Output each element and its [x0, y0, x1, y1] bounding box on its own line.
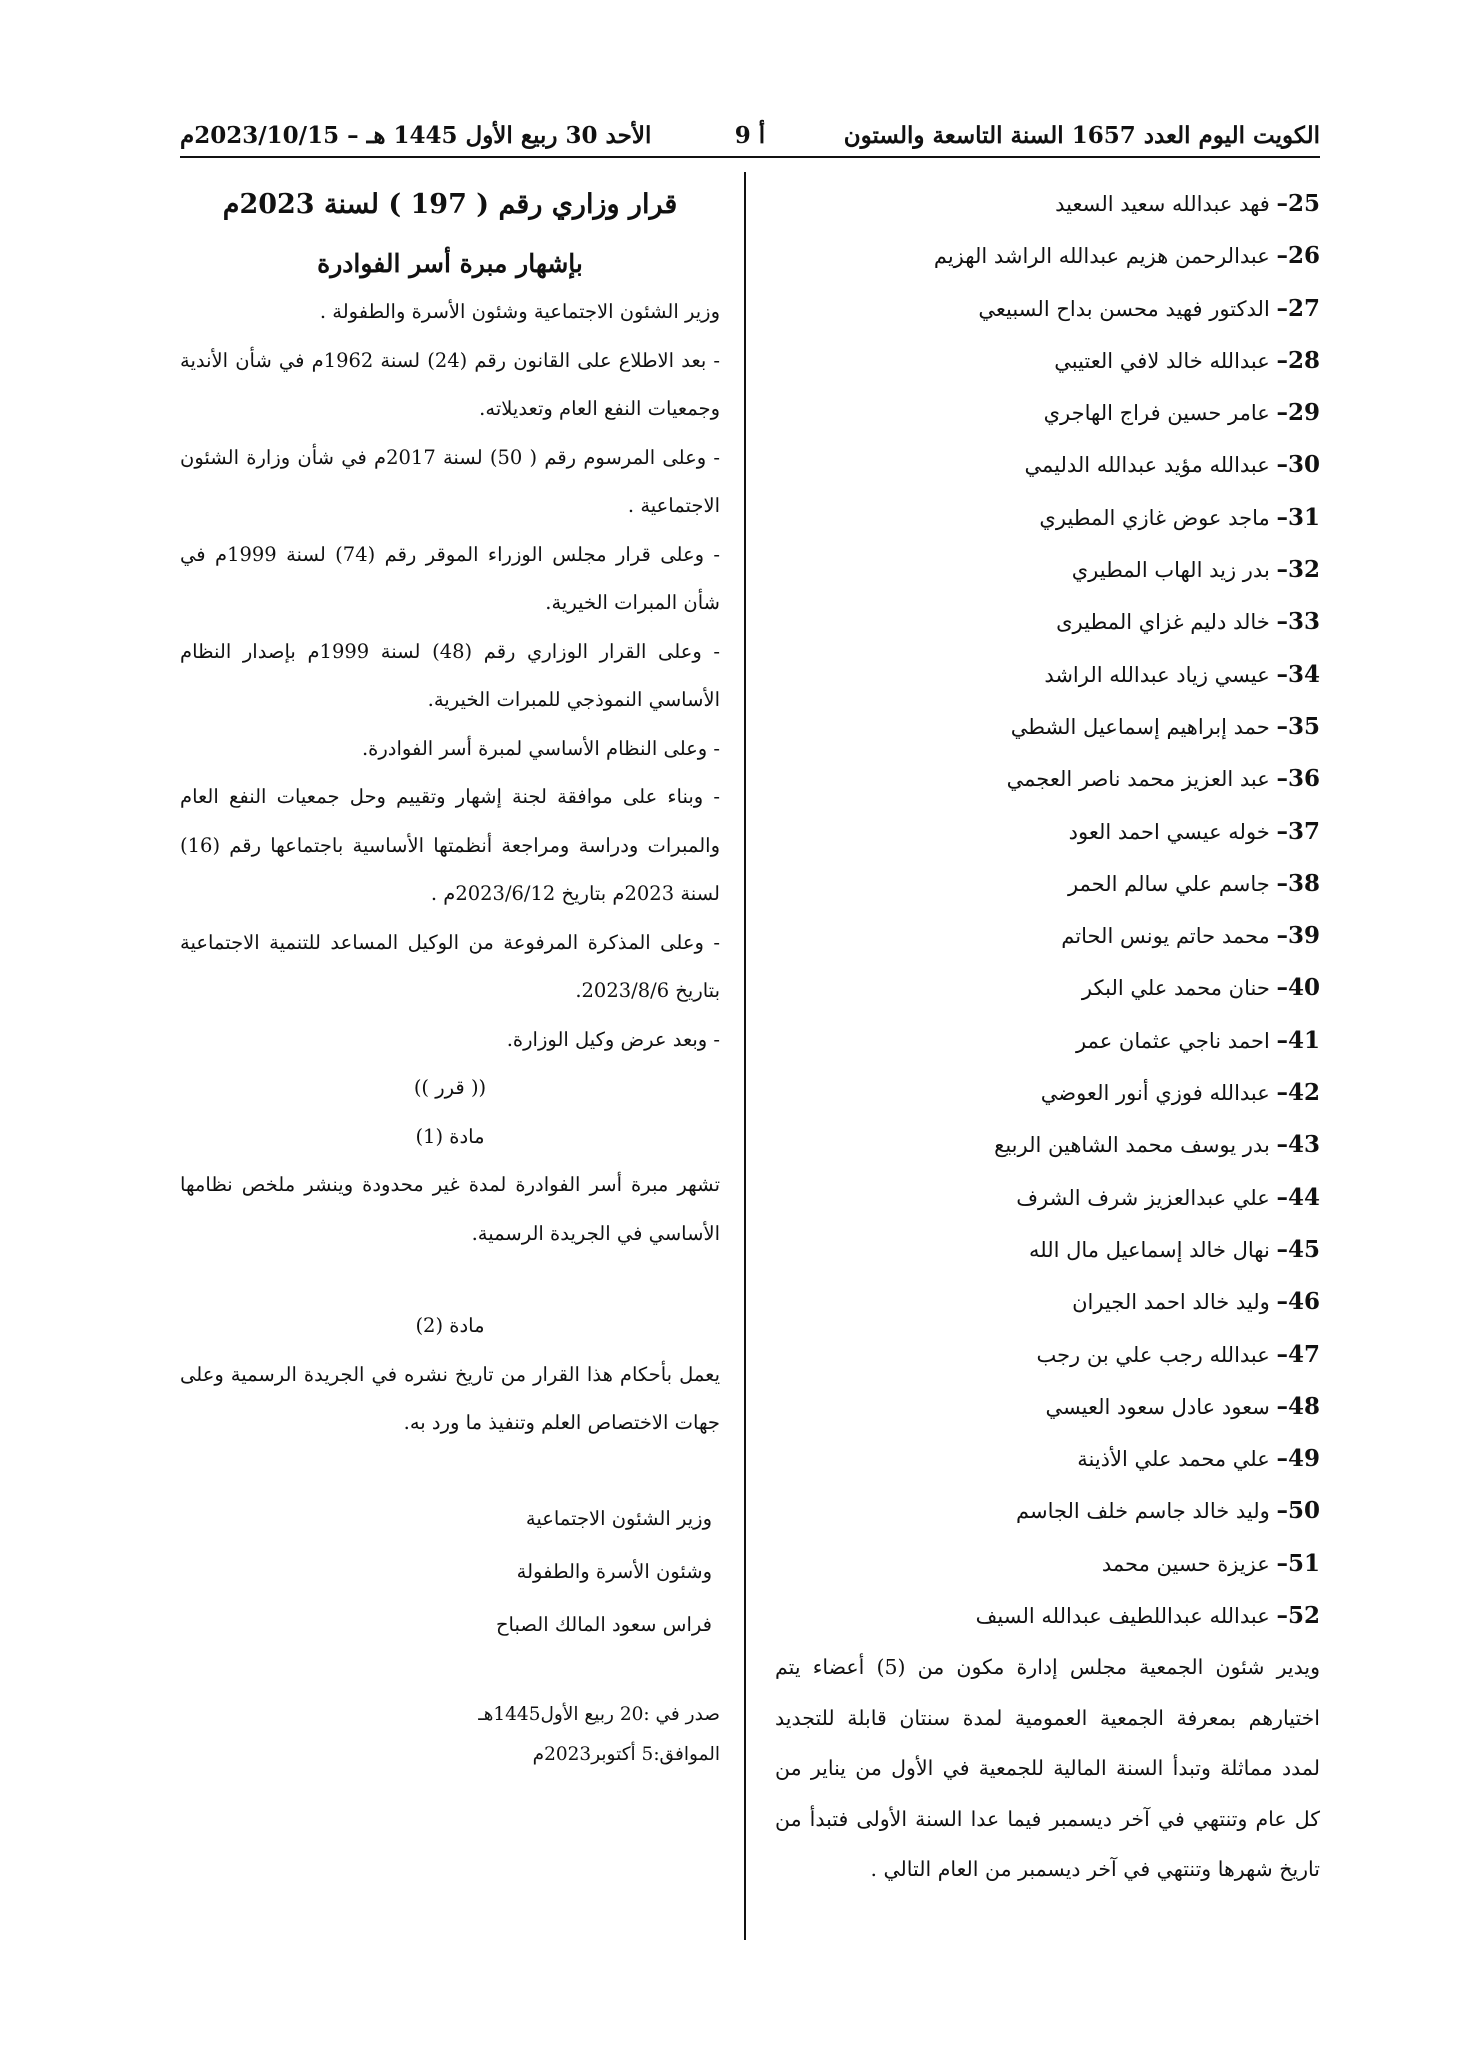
member-name: عبدالله مؤيد عبدالله الدليمي — [1024, 453, 1270, 478]
clause: - وبناء على موافقة لجنة إشهار وتقييم وحل جمعيات النفع العام والمبرات ودراسة ومراجعة أنظمتها الأساسية باجتماعها رقم (16) لسنة 2023م بتاريخ 2023/6/12م . — [180, 785, 720, 905]
member-item — [775, 962, 1320, 1014]
article-2-text: يعمل بأحكام هذا القرار من تاريخ نشره في الجريدة الرسمية وعلى جهات الاختصاص العلم وتنفيذ ما ورد به. — [180, 1362, 720, 1434]
page-number: أ 9 — [734, 122, 766, 149]
member-item — [775, 1485, 1320, 1537]
member-name: عبدالله خالد لافي العتيبي — [1054, 348, 1270, 373]
member-number: 26– — [1276, 242, 1320, 270]
member-item — [775, 1590, 1320, 1642]
member-name: عبدالله فوزي أنور العوضي — [1040, 1081, 1270, 1106]
member-name: جاسم علي سالم الحمر — [1067, 871, 1270, 896]
member-name: خالد دليم غزاي المطيرى — [1056, 610, 1270, 635]
board-paragraph: ويدير شئون الجمعية مجلس إدارة مكون من (5) أعضاء يتم اختيارهم بمعرفة الجمعية العمومية لمدة سنتان قابلة للتجديد لمدد مماثلة وتبدأ السنة المالية للجمعية في الأول من يناير من كل عام وتنتهي في آخر ديسمبر فيما عدا السنة الأولى فتبدأ من تاريخ شهرها وتنتهي في آخر ديسمبر من العام التالي . — [775, 1655, 1320, 1882]
page-header — [180, 118, 1320, 158]
member-number: 51– — [1276, 1549, 1320, 1577]
member-number: 36– — [1276, 765, 1320, 793]
member-name: احمد ناجي عثمان عمر — [1075, 1028, 1270, 1053]
member-name: نهال خالد إسماعيل مال الله — [1029, 1237, 1270, 1262]
member-number: 29– — [1276, 399, 1320, 427]
member-name: الدكتور فهيد محسن بداح السبيعي — [978, 296, 1270, 321]
member-name: عبد العزيز محمد ناصر العجمي — [1006, 767, 1270, 792]
header-rule — [180, 156, 1320, 158]
member-item — [775, 283, 1320, 335]
clause: - وعلى المذكرة المرفوعة من الوكيل المساعد للتنمية الاجتماعية بتاريخ 2023/8/6. — [180, 930, 720, 1002]
member-name: بدر زيد الهاب المطيري — [1071, 558, 1270, 583]
member-number: 30– — [1276, 451, 1320, 479]
member-number: 52– — [1276, 1602, 1320, 1630]
member-item — [775, 596, 1320, 648]
member-item — [775, 335, 1320, 387]
member-name: خوله عيسي احمد العود — [1068, 819, 1270, 844]
member-number: 44– — [1276, 1183, 1320, 1211]
members-list — [775, 178, 1320, 1642]
signature-block — [180, 1492, 720, 1651]
clause: - بعد الاطلاع على القانون رقم (24) لسنة 1962م في شأن الأندية وجمعيات النفع العام وتعديلاته. — [180, 348, 720, 420]
article-1-title: مادة (1) — [415, 1124, 485, 1148]
member-item — [775, 1015, 1320, 1067]
clause: - وعلى المرسوم رقم ( 50) لسنة 2017م في شأن وزارة الشئون الاجتماعية . — [180, 445, 721, 517]
article-1-text: تشهر مبرة أسر الفوادرة لمدة غير محدودة وينشر ملخص نظامها الأساسي في الجريدة الرسمية. — [180, 1173, 720, 1245]
member-item — [775, 1172, 1320, 1224]
member-name: عزيزة حسين محمد — [1101, 1551, 1270, 1576]
member-number: 37– — [1276, 817, 1320, 845]
member-item — [775, 178, 1320, 230]
decision-heading: (( قرر )) — [413, 1076, 487, 1099]
member-name: وليد خالد جاسم خلف الجاسم — [1016, 1499, 1270, 1524]
member-item — [775, 1224, 1320, 1276]
member-name: وليد خالد احمد الجيران — [1072, 1290, 1270, 1315]
clause: - وعلى النظام الأساسي لمبرة أسر الفوادرة. — [361, 736, 720, 760]
member-name: محمد حاتم يونس الحاتم — [1061, 924, 1270, 949]
member-number: 45– — [1276, 1235, 1320, 1263]
member-number: 50– — [1276, 1497, 1320, 1525]
member-number: 39– — [1276, 922, 1320, 950]
member-number: 42– — [1276, 1079, 1320, 1107]
member-name: سعود عادل سعود العيسي — [1045, 1394, 1270, 1419]
gazette-issue: الكويت اليوم العدد 1657 السنة التاسعة والستون — [843, 122, 1320, 149]
member-item — [775, 387, 1320, 439]
member-name: عبدالرحمن هزيم عبدالله الراشد الهزيم — [933, 244, 1270, 269]
member-item — [775, 492, 1320, 544]
member-number: 34– — [1276, 660, 1320, 688]
column-divider — [744, 172, 746, 1940]
decree-subtitle: بإشهار مبرة أسر الفوادرة — [317, 249, 583, 278]
member-item — [775, 858, 1320, 910]
member-name: بدر يوسف محمد الشاهين الربيع — [994, 1133, 1270, 1158]
member-item — [775, 649, 1320, 701]
member-name: ماجد عوض غازي المطيري — [1039, 505, 1270, 530]
member-item — [775, 753, 1320, 805]
member-number: 48– — [1276, 1392, 1320, 1420]
member-number: 31– — [1276, 503, 1320, 531]
member-number: 49– — [1276, 1445, 1320, 1473]
member-number: 40– — [1276, 974, 1320, 1002]
decree-title: قرار وزاري رقم ( 197 ) لسنة 2023م — [222, 189, 678, 220]
clause: - وعلى القرار الوزاري رقم (48) لسنة 1999م بإصدار النظام الأساسي النموذجي للمبرات الخيرية. — [180, 639, 720, 711]
member-name: عيسي زياد عبدالله الراشد — [1044, 662, 1270, 687]
signature-line: وشئون الأسرة والطفولة — [516, 1559, 712, 1583]
member-item — [775, 544, 1320, 596]
member-name: فهد عبدالله سعيد السعيد — [1055, 192, 1270, 216]
member-number: 28– — [1276, 346, 1320, 374]
member-item — [775, 439, 1320, 491]
member-number: 35– — [1276, 712, 1320, 740]
member-number: 38– — [1276, 869, 1320, 897]
decree-column — [180, 178, 720, 1775]
member-item — [775, 806, 1320, 858]
member-number: 25– — [1276, 190, 1320, 217]
article-2-title: مادة (2) — [415, 1314, 485, 1337]
members-column — [775, 178, 1320, 1895]
member-name: علي عبدالعزيز شرف الشرف — [1016, 1185, 1270, 1210]
member-name: عبدالله عبداللطيف عبدالله السيف — [975, 1604, 1270, 1629]
member-number: 47– — [1276, 1340, 1320, 1368]
clause: - وبعد عرض وكيل الوزارة. — [506, 1027, 720, 1051]
member-number: 33– — [1276, 608, 1320, 636]
member-item — [775, 910, 1320, 962]
signature-line: وزير الشئون الاجتماعية — [525, 1506, 712, 1530]
member-item — [775, 1538, 1320, 1590]
member-number: 46– — [1276, 1288, 1320, 1316]
clause: - وعلى قرار مجلس الوزراء الموقر رقم (74) لسنة 1999م في شأن المبرات الخيرية. — [180, 542, 721, 614]
member-number: 43– — [1276, 1131, 1320, 1159]
issue-date: الأحد 30 ربيع الأول 1445 هـ – 2023/10/15م — [180, 122, 652, 149]
member-name: علي محمد علي الأذينة — [1077, 1447, 1270, 1472]
member-number: 32– — [1276, 556, 1320, 584]
member-item — [775, 230, 1320, 282]
member-name: حنان محمد علي البكر — [1081, 976, 1270, 1001]
minister-line: وزير الشئون الاجتماعية وشئون الأسرة والطفولة . — [319, 300, 720, 323]
member-item — [775, 701, 1320, 753]
member-item — [775, 1381, 1320, 1433]
member-number: 27– — [1276, 294, 1320, 322]
signature-line: فراس سعود المالك الصباح — [495, 1612, 712, 1636]
corresponding-date: الموافق:5 أكتوبر2023م — [532, 1743, 720, 1765]
member-item — [775, 1119, 1320, 1171]
member-name: عامر حسين فراج الهاجري — [1043, 401, 1270, 426]
member-item — [775, 1433, 1320, 1485]
member-item — [775, 1276, 1320, 1328]
member-item — [775, 1067, 1320, 1119]
member-item — [775, 1329, 1320, 1381]
member-name: عبدالله رجب علي بن رجب — [1036, 1342, 1270, 1367]
member-number: 41– — [1276, 1026, 1320, 1054]
issued-date: صدر في :20 ربيع الأول1445هـ — [478, 1703, 720, 1725]
member-name: حمد إبراهيم إسماعيل الشطي — [1010, 714, 1270, 739]
